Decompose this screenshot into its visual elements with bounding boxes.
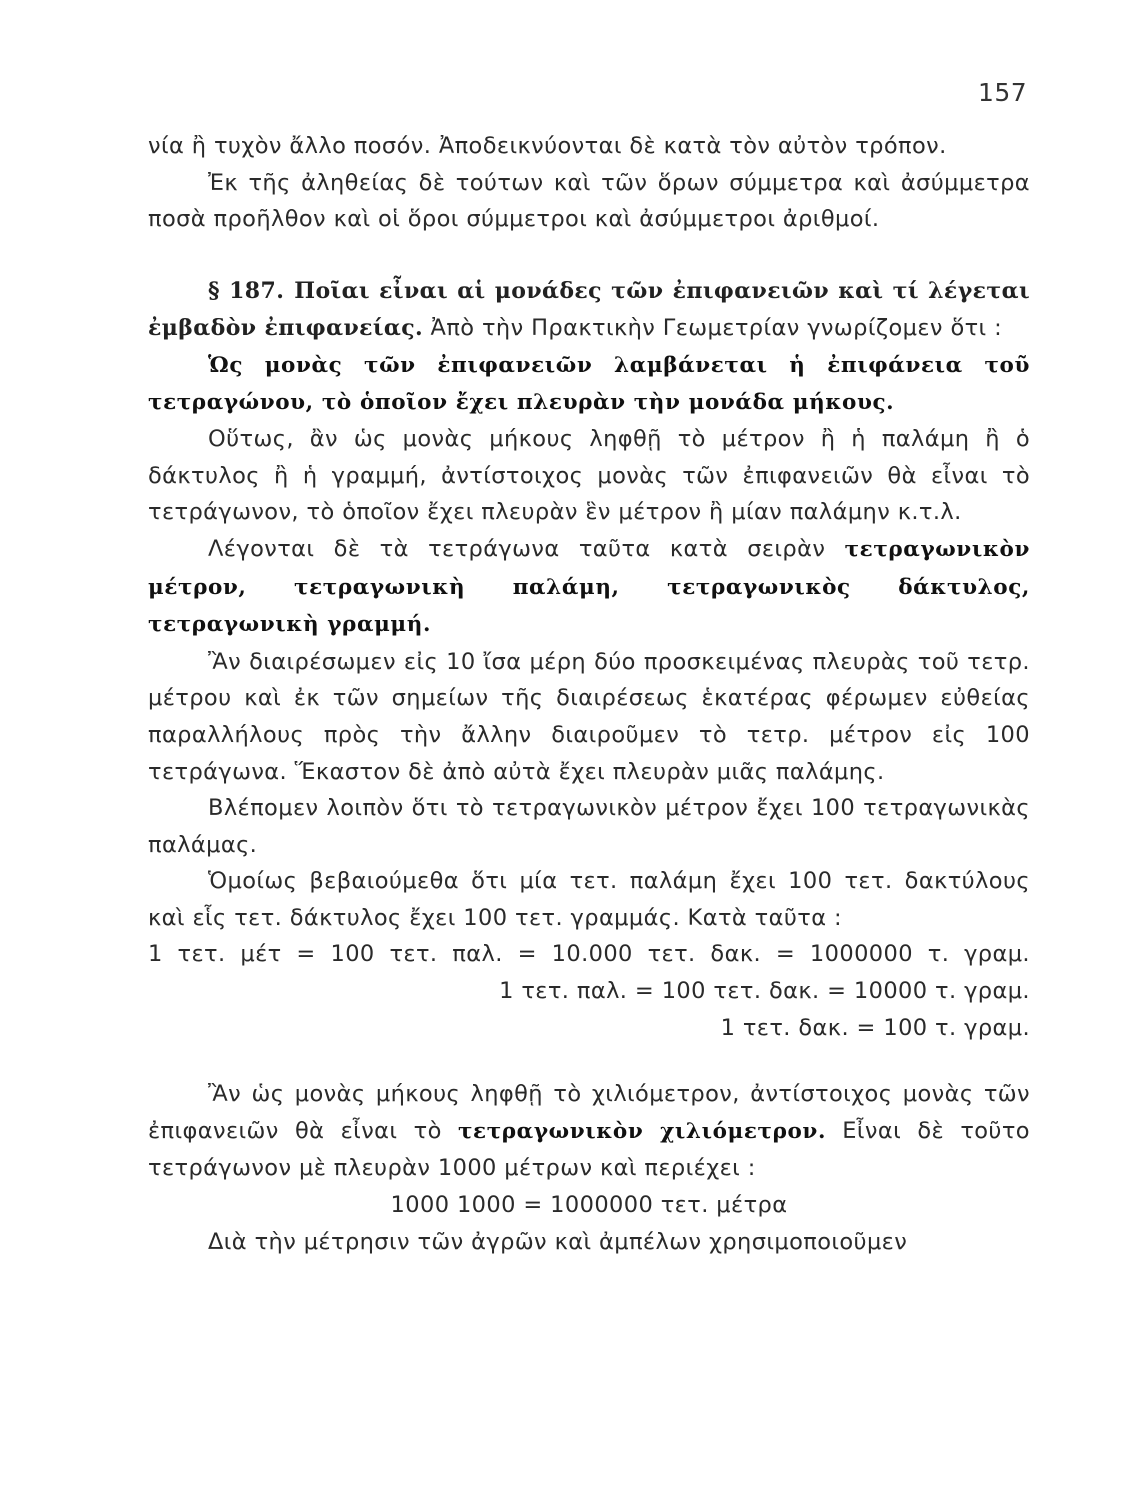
page-body [148, 128, 1030, 1260]
names-bold: τετραγωνικὸν μέτρον, τετραγωνικὴ παλάμη, τετραγωνικὸς δάκτυλος, τετραγωνικὴ γραμμή. [148, 536, 1030, 638]
section-intro: Ἀπὸ τὴν Πρακτικὴν Γεωμετρίαν γνωρίζομεν ὅτι : [430, 315, 1003, 342]
equation-line-2: 1 τετ. παλ. = 100 τετ. δακ. = 10000 τ. γραμ. [499, 978, 1030, 1005]
equation-line-4: 1000 1000 = 1000000 τετ. μέτρα [390, 1192, 788, 1219]
paragraph-conclusion: Βλέπομεν λοιπὸν ὅτι τὸ τετραγωνικὸν μέτρον ἔχει 100 τετραγωνικὰς παλάμας. [148, 795, 1030, 858]
kilometer-intro: Ἂν ὡς μονὰς μήκους ληφθῇ τὸ χιλιόμετρον, ἀντίστοιχος μονὰς τῶν ἐπιφανειῶν θὰ εἶναι τὸ [148, 1081, 1030, 1144]
section-187 [148, 273, 1030, 348]
section-title: Ποῖαι εἶναι αἱ μονάδες τῶν ἐπιφανειῶν καὶ τί λέγεται ἐμβαδὸν ἐπιφανείας. [148, 277, 1030, 342]
equation-line-3: 1 τετ. δακ. = 100 τ. γραμ. [720, 1014, 1030, 1041]
paragraph-fields: Διὰ τὴν μέτρησιν τῶν ἀγρῶν καὶ ἀμπέλων χρησιμοποιοῦμεν [208, 1228, 908, 1255]
kilometer-end: Εἶναι δὲ τοῦτο τετράγωνον μὲ πλευρὰν 1000 μέτρων καὶ περιέχει : [148, 1117, 1030, 1182]
paragraph-division: Ἂν διαιρέσωμεν εἰς 10 ἴσα μέρη δύο προσκειμένας πλευρὰς τοῦ τετρ. μέτρου καὶ ἐκ τῶν σημείων τῆς διαιρέσεως ἑκατέρας φέρωμεν εὐθείας παραλλήλους πρὸς τὴν ἄλλην διαιροῦμεν τὸ τετρ. μέτρον εἰς 100 τετράγωνα. Ἕκαστον δὲ ἀπὸ αὐτὰ ἔχει πλευρὰν μιᾶς παλάμης. [148, 648, 1030, 785]
names-intro: Λέγονται δὲ τὰ τετράγωνα ταῦτα κατὰ σειρὰν [208, 535, 826, 562]
section-number: § 187. [208, 277, 285, 304]
page-number: 157 [978, 78, 1028, 107]
paragraph-continued: νία ἢ τυχὸν ἄλλο ποσόν. Ἀποδεικνύονται δὲ κατὰ τὸν αὐτὸν τρόπον. [148, 133, 947, 159]
rule-statement: Ὡς μονὰς τῶν ἐπιφανειῶν λαμβάνεται ἡ ἐπιφάνεια τοῦ τετραγώνου, τὸ ὁποῖον ἔχει πλευρὰν τὴν μονάδα μήκους. [148, 352, 1030, 415]
paragraph-examples: Οὕτως, ἂν ὡς μονὰς μήκους ληφθῇ τὸ μέτρον ἢ ἡ παλάμη ἢ ὁ δάκτυλος ἢ ἡ γραμμή, ἀντίστοιχος μονὰς τῶν ἐπιφανειῶν θὰ εἶναι τὸ τετράγωνον, τὸ ὁποῖον ἔχει πλευρὰν ἓν μέτρον ἢ μίαν παλάμην κ.τ.λ. [148, 426, 1030, 526]
paragraph-similarly: Ὁμοίως βεβαιούμεθα ὅτι μία τετ. παλάμη ἔχει 100 τετ. δακτύλους καὶ εἷς τετ. δάκτυλος ἔχει 100 τετ. γραμμάς. Κατὰ ταῦτα : [148, 868, 1030, 931]
equation-line-1: 1 τετ. μέτ = 100 τετ. παλ. = 10.000 τετ. δακ. = 1000000 τ. γραμ. [148, 941, 1030, 968]
kilometer-bold: τετραγωνικὸν χιλιόμετρον. [457, 1118, 827, 1144]
paragraph-kilometer [148, 1076, 1030, 1187]
paragraph-symmetric: Ἐκ τῆς ἀληθείας δὲ τούτων καὶ τῶν ὅρων σύμμετρα καὶ ἀσύμμετρα ποσὰ προῆλθον καὶ οἱ ὅροι σύμμετροι καὶ ἀσύμμετροι ἀριθμοί. [148, 169, 1030, 233]
paragraph-names [148, 531, 1030, 644]
